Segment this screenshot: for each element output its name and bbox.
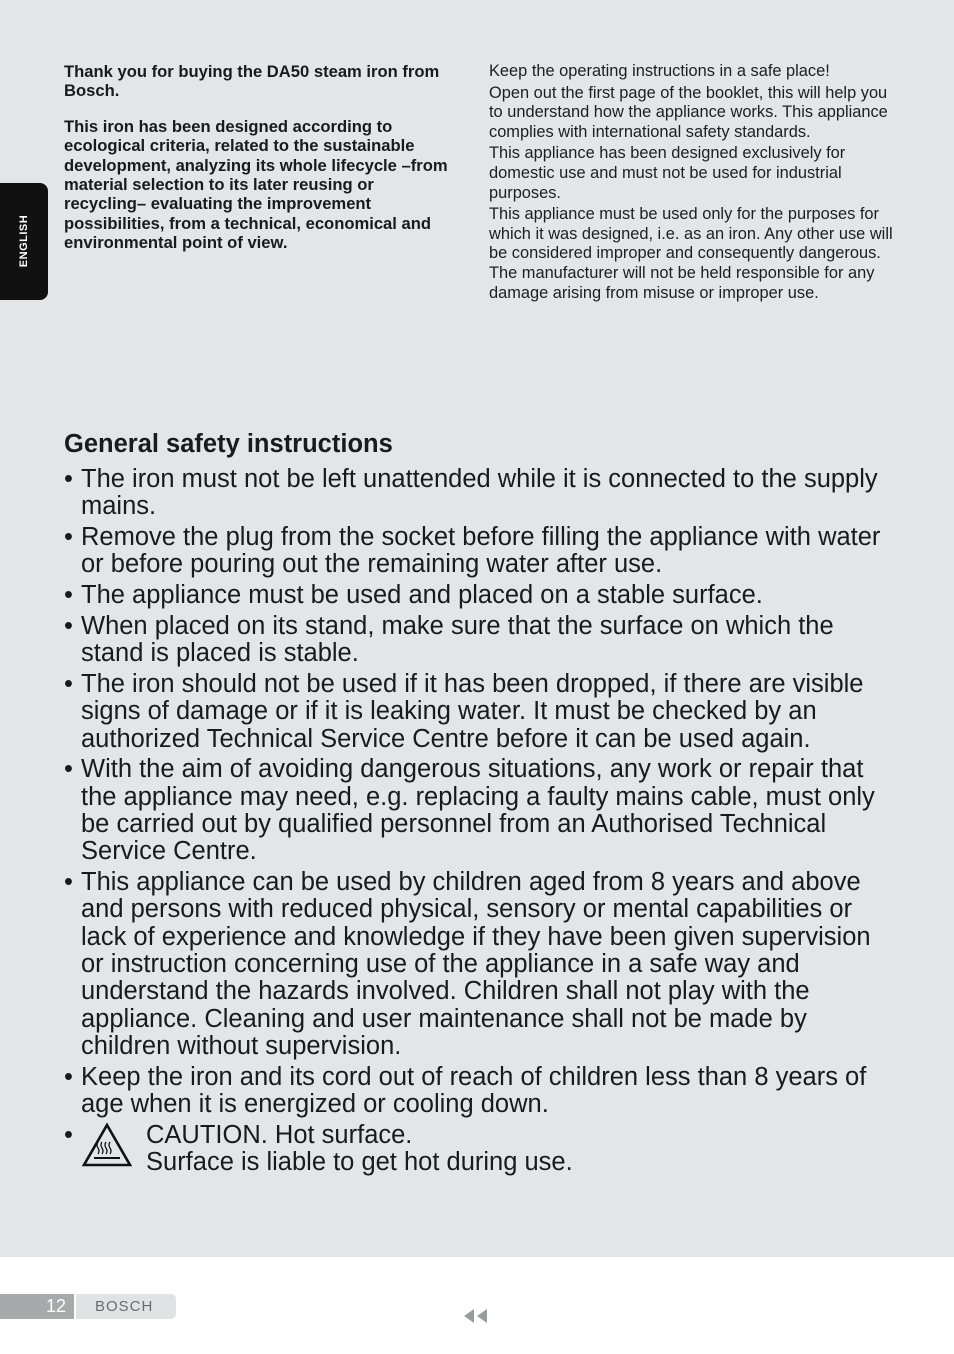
bullet-text: The iron should not be used if it has been dropped, if there are visible signs of damage or if it is leaking water. It must be checked by an authorized Technical Service Centre before it can be used again.	[81, 670, 864, 753]
double-left-arrow-icon[interactable]	[462, 1308, 490, 1324]
bullet-dot: •	[64, 755, 73, 784]
caution-line-1: CAUTION. Hot surface.	[146, 1120, 413, 1149]
bullet-text: With the aim of avoiding dangerous situations, any work or repair that the appliance may need, e.g. replacing a faulty mains cable, must only be carried out by qualified personnel from an Authorised Technical Service Centre.	[81, 755, 875, 866]
caution-row	[81, 1122, 894, 1177]
intro-intended-use: This appliance must be used only for the purposes for which it was designed, i.e. as an iron. Any other use will be considered improper and consequently dangerous. The manufacturer will not be held responsible for any damage arising from misuse or improper use.	[489, 205, 893, 302]
caution-text	[146, 1122, 573, 1177]
intro-domestic-use: This appliance has been designed exclusively for domestic use and must not be used for industrial purposes.	[489, 144, 846, 202]
list-item	[64, 671, 894, 753]
bullet-text: This appliance can be used by children aged from 8 years and above and persons with reduced physical, sensory or mental capabilities or lack of experience and knowledge if they have been given supervision or instruction concerning use of the appliance in a safe way and understand the hazards involved. Children shall not play with the appliance. Cleaning and user maintenance shall not be made by children without supervision.	[81, 868, 871, 1060]
brand-label: BOSCH	[76, 1294, 176, 1319]
bullet-dot: •	[64, 868, 73, 897]
bullet-dot: •	[64, 670, 73, 699]
caution-item	[64, 1122, 894, 1177]
intro-left-column	[64, 62, 460, 269]
caution-line-2: Surface is liable to get hot during use.	[146, 1148, 573, 1177]
intro-keep-instructions: Keep the operating instructions in a safe place!	[489, 62, 830, 80]
language-tab	[0, 183, 48, 300]
safety-title: General safety instructions	[64, 430, 393, 458]
bullet-dot: •	[64, 581, 73, 610]
list-item	[64, 1064, 894, 1119]
bullet-dot: •	[64, 465, 73, 493]
bullet-dot: •	[64, 1120, 73, 1149]
list-item	[64, 466, 894, 521]
bullet-text: The iron must not be left unattended while it is connected to the supply mains.	[81, 465, 878, 521]
list-item	[64, 613, 894, 668]
list-item	[64, 524, 894, 579]
page-number: 12	[0, 1294, 74, 1319]
list-item	[64, 756, 894, 865]
bullet-dot: •	[64, 611, 73, 640]
bullet-text: The appliance must be used and placed on a stable surface.	[81, 581, 763, 610]
hot-surface-warning-icon	[81, 1122, 133, 1168]
intro-open-booklet: Open out the first page of the booklet, this will help you to understand how the appliance works. This appliance complies with international safety standards.	[489, 83, 888, 141]
intro-thanks: Thank you for buying the DA50 steam iron from Bosch.	[64, 62, 440, 101]
bullet-text: Keep the iron and its cord out of reach of children less than 8 years of age when it is energized or cooling down.	[81, 1062, 867, 1119]
bullet-dot: •	[64, 523, 73, 552]
intro-ecology: This iron has been designed according to ecological criteria, related to the sustainable development, analyzing its whole lifecycle –from material selection to its later reusing or recycling– evaluating the improvement possibilities, from a technical, economical and environmental point of view.	[64, 116, 448, 253]
safety-bullet-list	[64, 466, 894, 1180]
list-item	[64, 869, 894, 1060]
bullet-text: Remove the plug from the socket before filling the appliance with water or before pouring out the remaining water after use.	[81, 523, 881, 579]
list-item	[64, 582, 894, 609]
bullet-dot: •	[64, 1062, 73, 1091]
language-tab-label: ENGLISH	[18, 214, 30, 268]
intro-right-column	[489, 62, 893, 305]
bullet-text: When placed on its stand, make sure that the surface on which the stand is placed is stable.	[81, 611, 834, 668]
